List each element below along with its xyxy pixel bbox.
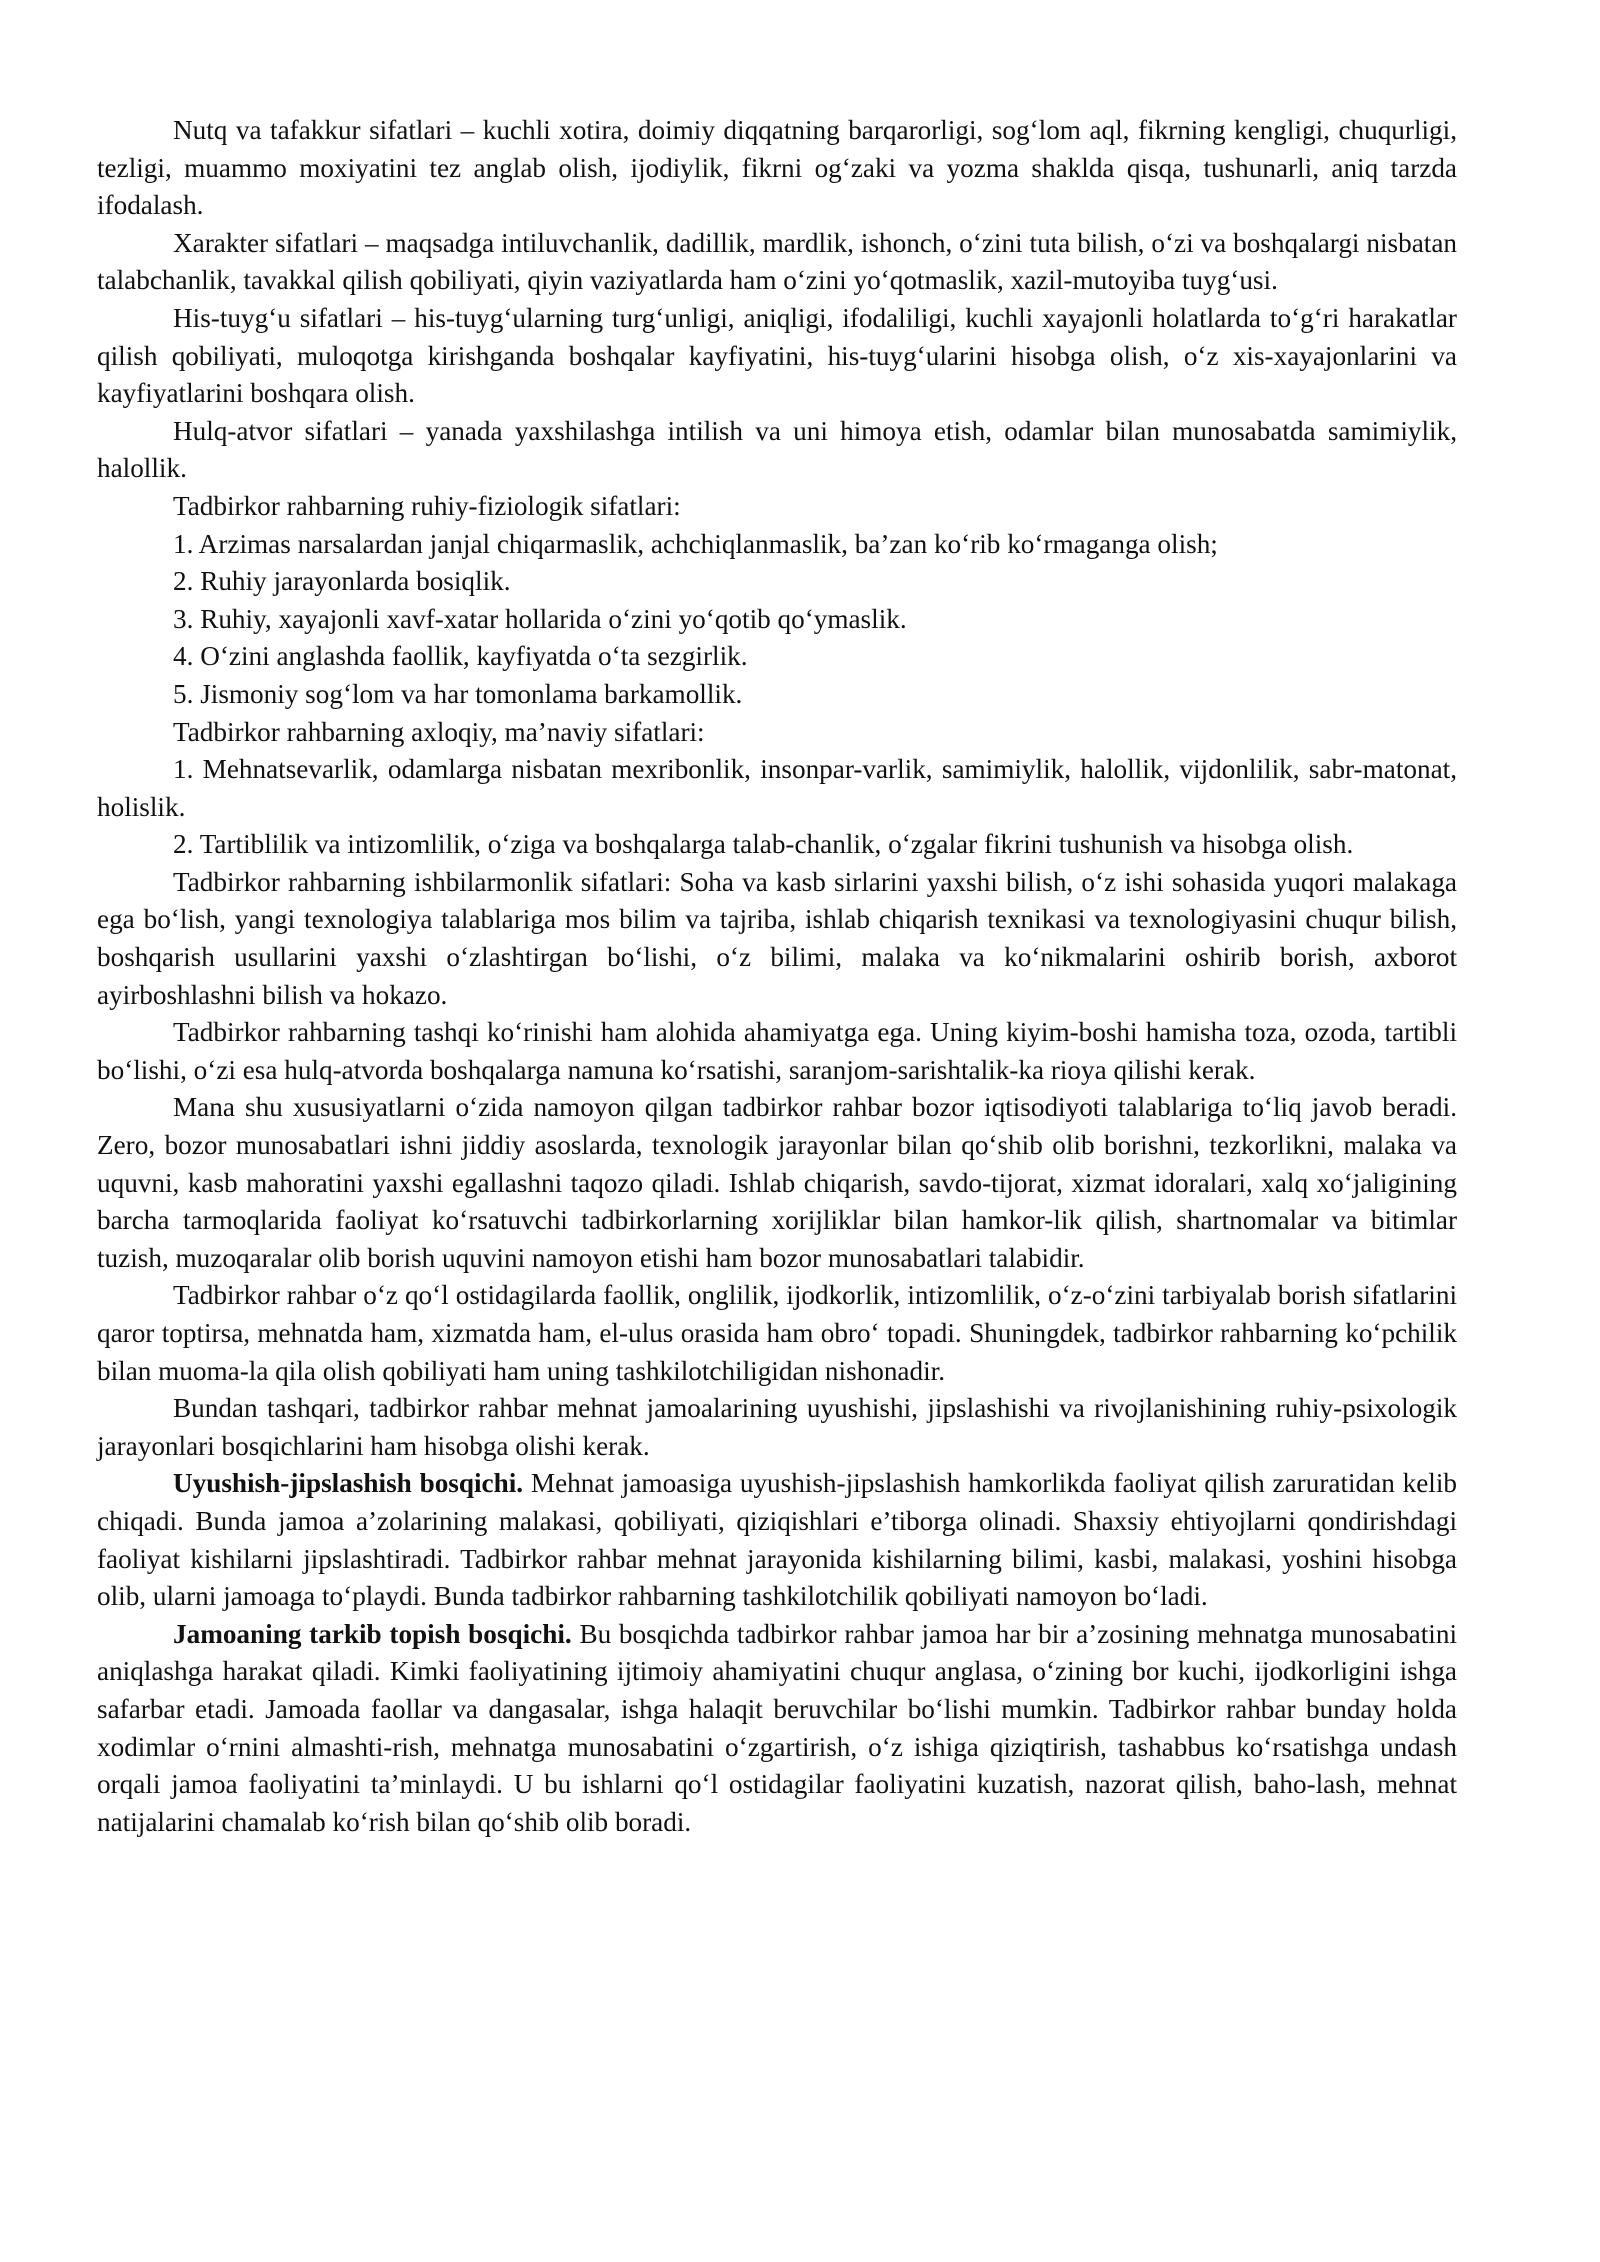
paragraph-bozor-iqtisodiyoti: Mana shu xususiyatlarni o‘zida namoyon qilgan tadbirkor rahbar bozor iqtisodiyoti talablariga to‘liq javob beradi. Zero, bozor munosabatlari ishni jiddiy asoslarda, texnologik jarayonlar bilan qo‘shib olib borishni, tezkorlikni, malaka va uquvni, kasb mahoratini yaxshi egallashni taqozo qiladi. Ishlab chiqarish, savdo-tijorat, xizmat idoralari, xalq xo‘jaligining barcha tarmoqlarida faoliyat ko‘rsatuvchi tadbirkorlarning xorijliklar bilan hamkor-lik qilish, shartnomalar va bitimlar tuzish, muzoqaralar olib borish uquvini namoyon etishi ham bozor munosabatlari talabidir. bbox=[97, 1092, 1457, 1273]
paragraph-tarkib-topish bbox=[97, 1616, 1457, 1842]
document-page bbox=[97, 112, 1457, 1841]
paragraph-his-tuygu: His-tuyg‘u sifatlari – his-tuyg‘ularning turg‘unligi, aniqligi, ifodaliligi, kuchli xayajonli holatlarda to‘g‘ri harakatlar qilish qobiliyati, muloqotga kirishganda boshqalar kayfiyatini, his-tuyg‘ularini hisobga olish, o‘z xis-xayajonlarini va kayfiyatlarini boshqara olish. bbox=[97, 302, 1457, 409]
paragraph-ishbilarmonlik: Tadbirkor rahbarning ishbilarmonlik sifatlari: Soha va kasb sirlarini yaxshi bilish, o‘z ishi sohasida yuqori malakaga ega bo‘lish, yangi texnologiya talablariga mos bilim va tajriba, ishlab chiqarish texnikasi va texnologiyasini chuqur bilish, boshqarish usullarini yaxshi o‘zlashtirgan bo‘lishi, o‘z bilimi, malaka va ko‘nikmalarini oshirib borish, axborot ayirboshlashni bilish va hokazo. bbox=[97, 866, 1457, 1010]
paragraph-faollik: Tadbirkor rahbar o‘z qo‘l ostidagilarda faollik, onglilik, ijodkorlik, intizomlilik, o‘z-o‘zini tarbiyalab borish sifatlarini qaror toptirsa, mehnatda ham, xizmatda ham, el-ulus orasida ham obro‘ topadi. Shuningdek, tadbirkor rahbarning ko‘pchilik bilan muoma-la qila olish qobiliyati ham uning tashkilotchiligidan nishonadir. bbox=[97, 1280, 1457, 1386]
paragraph-body-tarkib-topish: Bu bosqichda tadbirkor rahbar jamoa har bir a’zosining mehnatga munosabatini aniqlashga harakat qiladi. Kimki faoliyatining ijtimoiy ahamiyatini chuqur anglasa, o‘zining bor kuchi, ijodkorligini ishga safarbar etadi. Jamoada faollar va dangasalar, ishga halaqit beruvchilar bo‘lishi mumkin. Tadbirkor rahbar bunday holda xodimlar o‘rnini almashti-rish, mehnatga munosabatini o‘zgartirish, o‘z ishiga qiziqtirish, tashabbus ko‘rsatishga undash orqali jamoa faoliyatini ta’minlaydi. U bu ishlarni qo‘l ostidagilar faoliyatini kuzatish, nazorat qilish, baho-lash, mehnat natijalarini chamalab ko‘rish bilan qo‘shib olib boradi. bbox=[97, 1618, 1457, 1837]
list-item-3: 3. Ruhiy, xayajonli xavf-xatar hollarida o‘zini yo‘qotib qo‘ymaslik. bbox=[173, 603, 907, 634]
section-title-uyushish: Uyushish-jipslashish bosqichi. bbox=[173, 1468, 524, 1499]
heading-axloqiy-manaviy: Tadbirkor rahbarning axloqiy, ma’naviy sifatlari: bbox=[173, 716, 705, 747]
paragraph-nutq-tafakkur: Nutq va tafakkur sifatlari – kuchli xotira, doimiy diqqatning barqarorligi, sog‘lom aql, fikrning kengligi, chuqurligi, tezligi, muammo moxiyatini tez anglab olish, ijodiylik, fikrni og‘zaki va yozma shaklda qisqa, tushunarli, aniq tarzda ifodalash. bbox=[97, 115, 1457, 221]
paragraph-body-uyushish: Mehnat jamoasiga uyushish-jipslashish hamkorlikda faoliyat qilish zaruratidan kelib chiqadi. Bunda jamoa a’zolarining malakasi, qobiliyati, qiziqishlari e’tiborga olinadi. Shaxsiy ehtiyojlarni qondirishdagi faoliyat kishilarni jipslashtiradi. Tadbirkor rahbar mehnat jarayonida kishilarning bilimi, kasbi, malakasi, yoshini hisobga olib, ularni jamoaga to‘playdi. Bunda tadbirkor rahbarning tashkilotchilik qobiliyati namoyon bo‘ladi. bbox=[97, 1468, 1457, 1612]
list-item-axloqiy-2: 2. Tartiblilik va intizomlilik, o‘ziga va boshqalarga talab-chanlik, o‘zgalar fikrini tushunish va hisobga olish. bbox=[173, 829, 1354, 860]
list-item-5: 5. Jismoniy sog‘lom va har tomonlama barkamollik. bbox=[173, 678, 743, 709]
paragraph-hulq-atvor: Hulq-atvor sifatlari – yanada yaxshilashga intilish va uni himoya etish, odamlar bilan munosabatda samimiylik, halollik. bbox=[97, 415, 1457, 484]
heading-ruhiy-fiziologik: Tadbirkor rahbarning ruhiy-fiziologik sifatlari: bbox=[173, 490, 681, 521]
paragraph-uyushish-jipslashish bbox=[97, 1465, 1457, 1615]
list-item-1: 1. Arzimas narsalardan janjal chiqarmaslik, achchiqlanmaslik, ba’zan ko‘rib ko‘rmaganga olish; bbox=[173, 528, 1218, 559]
paragraph-xarakter: Xarakter sifatlari – maqsadga intiluvchanlik, dadillik, mardlik, ishonch, o‘zini tuta bilish, o‘zi va boshqalargi nisbatan talabchanlik, tavakkal qilish qobiliyati, qiyin vaziyatlarda ham o‘zini yo‘qotmaslik, xazil-mutoyiba tuyg‘usi. bbox=[97, 227, 1457, 296]
list-item-2: 2. Ruhiy jarayonlarda bosiqlik. bbox=[173, 566, 511, 597]
list-item-axloqiy-1: 1. Mehnatsevarlik, odamlarga nisbatan mexribonlik, insonpar-varlik, samimiylik, halollik, vijdonlilik, sabr-matonat, holislik. bbox=[97, 754, 1457, 822]
section-title-tarkib-topish: Jamoaning tarkib topish bosqichi. bbox=[173, 1618, 572, 1649]
paragraph-bundan-tashqari: Bundan tashqari, tadbirkor rahbar mehnat jamoalarining uyushishi, jipslashishi va rivojlanishining ruhiy-psixologik jarayonlari bosqichlarini ham hisobga olishi kerak. bbox=[97, 1393, 1457, 1461]
paragraph-tashqi-korinish: Tadbirkor rahbarning tashqi ko‘rinishi ham alohida ahamiyatga ega. Uning kiyim-boshi hamisha toza, ozoda, tartibli bo‘lishi, o‘zi esa hulq-atvorda boshqalarga namuna ko‘rsatishi, saranjom-sarishtalik-ka rioya qilishi kerak. bbox=[97, 1017, 1457, 1085]
list-item-4: 4. O‘zini anglashda faollik, kayfiyatda o‘ta sezgirlik. bbox=[173, 641, 748, 672]
